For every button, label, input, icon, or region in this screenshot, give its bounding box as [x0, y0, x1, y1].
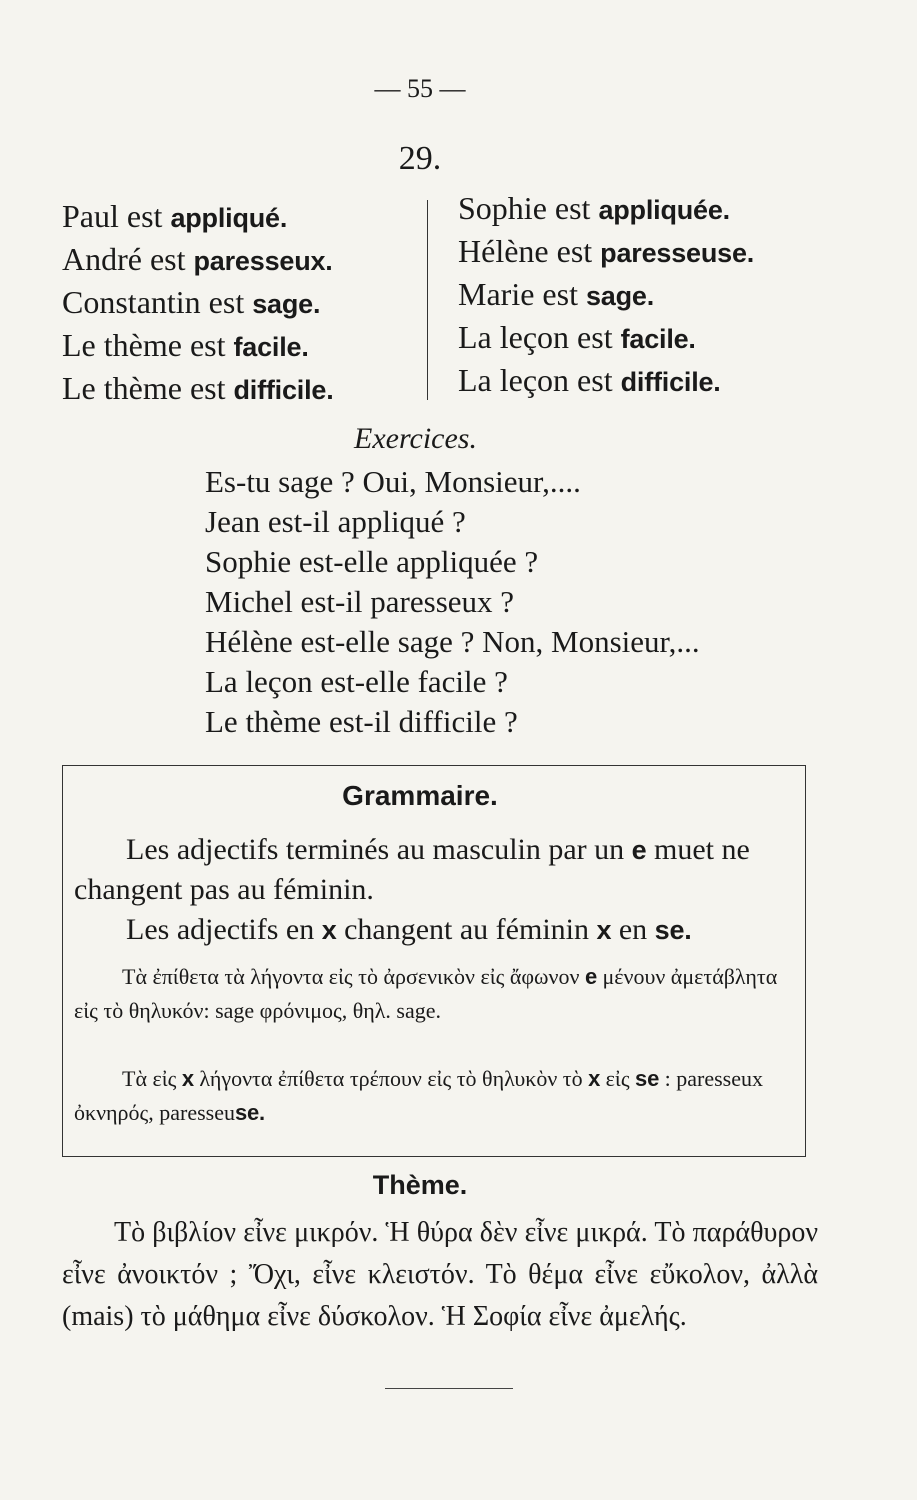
keyword-bold: paresseuse.	[600, 238, 755, 268]
keyword-bold: appliqué.	[170, 203, 288, 233]
exercise-item: La leçon est-elle facile ?	[205, 664, 508, 699]
keyword-bold: appliquée.	[598, 195, 730, 225]
exercises-heading: Exercices.	[354, 422, 477, 455]
left-column-sentences	[62, 196, 334, 411]
theme-paragraph: Τὸ βιβλίον εἶνε μικρόν. Ἡ θύρα δὲν εἶνε μικρά. Τὸ παράθυρον εἶνε ἀνοικτόν ; Ὄχι, εἶνε κλειστόν. Τὸ θέμα εἶνε εὔκολον, ἀλλὰ (mais) τὸ μάθημα εἶνε δύσκολον. Ἡ Σοφία εἶνε ἀμελής.	[62, 1217, 818, 1332]
sentence-line: Hélène est paresseuse.	[458, 233, 755, 269]
keyword-bold: e	[631, 835, 647, 865]
sentence-line: La leçon est difficile.	[458, 362, 721, 398]
exercise-item: Le thème est-il difficile ?	[205, 704, 518, 739]
keyword-bold: sage.	[252, 289, 321, 319]
grammar-heading: Grammaire.	[342, 780, 498, 811]
exercise-item: Michel est-il paresseux ?	[205, 584, 515, 619]
keyword-bold: se.	[234, 1100, 265, 1125]
keyword-bold: e	[584, 964, 597, 989]
grammar-rule-2: Les adjectifs en x changent au féminin x en se.	[126, 913, 692, 946]
sentence-line: Paul est appliqué.	[62, 198, 288, 234]
sentence-line: André est paresseux.	[62, 241, 333, 277]
sentence-line: Le thème est facile.	[62, 327, 309, 363]
sentence-line: La leçon est facile.	[458, 319, 696, 355]
keyword-bold: paresseux.	[193, 246, 333, 276]
exercise-item: Es-tu sage ? Oui, Monsieur,....	[205, 464, 581, 499]
keyword-bold: x	[181, 1066, 194, 1091]
grammar-rule-1: Les adjectifs terminés au masculin par un e muet ne changent pas au féminin.	[74, 833, 750, 906]
keyword-bold: se	[635, 1066, 660, 1091]
exercise-item: Sophie est-elle appliquée ?	[205, 544, 539, 579]
exercises-list	[205, 462, 700, 742]
keyword-bold: difficile.	[620, 367, 721, 397]
grammar-greek-note-2: Τὰ εἰς x λήγοντα ἐπίθετα τρέπουν εἰς τὸ θηλυκὸν τὸ x εἰς se : paresseux ὀκνηρός, paresseuse.	[74, 1066, 763, 1125]
keyword-bold: sage.	[585, 281, 654, 311]
keyword-bold: x	[321, 915, 337, 945]
grammar-greek-note-1: Τὰ ἐπίθετα τὰ λήγοντα εἰς τὸ ἀρσενικὸν εἰς ἄφωνον e μένουν ἀμετάβλητα εἰς τὸ θηλυκόν: sage φρόνιμος, θηλ. sage.	[74, 964, 778, 1023]
keyword-bold: x	[588, 1066, 601, 1091]
sentence-line: Marie est sage.	[458, 276, 654, 312]
end-divider	[385, 1388, 513, 1389]
column-divider	[427, 200, 428, 400]
right-column-sentences	[458, 188, 754, 403]
keyword-bold: facile.	[233, 332, 309, 362]
exercise-item: Hélène est-elle sage ? Non, Monsieur,...	[205, 624, 700, 659]
keyword-bold: x	[596, 915, 612, 945]
theme-heading: Thème.	[372, 1170, 468, 1200]
sentence-line: Constantin est sage.	[62, 284, 321, 320]
sentence-line: Sophie est appliquée.	[458, 190, 730, 226]
keyword-bold: facile.	[620, 324, 696, 354]
exercise-item: Jean est-il appliqué ?	[205, 504, 466, 539]
keyword-bold: se.	[654, 915, 692, 945]
page-number: — 55 —	[374, 74, 466, 103]
lesson-number: 29.	[398, 140, 442, 177]
sentence-line: Le thème est difficile.	[62, 370, 334, 406]
keyword-bold: difficile.	[233, 375, 334, 405]
